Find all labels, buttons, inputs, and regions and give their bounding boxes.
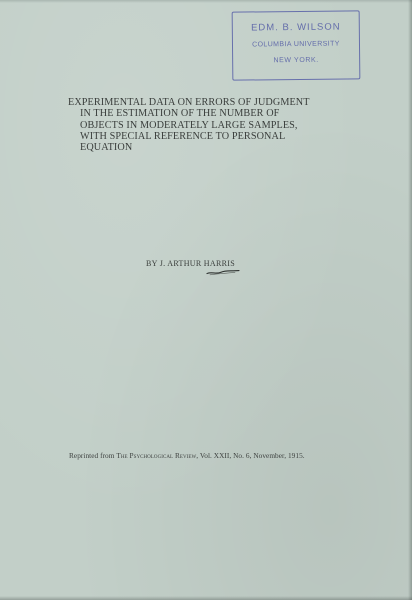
paper-edge-bottom: [0, 596, 412, 600]
reprint-notice: [69, 451, 305, 460]
reprint-citation: , Vol. XXII, No. 6, November, 1915.: [196, 451, 305, 460]
paper-edge-right: [408, 0, 412, 600]
document-title: [68, 97, 328, 153]
author-byline: BY J. ARTHUR HARRIS: [146, 259, 235, 268]
title-line: OBJECTS IN MODERATELY LARGE SAMPLES,: [80, 119, 298, 131]
title-line: IN THE ESTIMATION OF THE NUMBER OF: [80, 108, 280, 120]
paper-edge-top: [0, 0, 412, 3]
handwritten-underline-mark: [206, 268, 240, 276]
stamp-owner-name: EDM. B. WILSON: [251, 21, 341, 34]
journal-name: The Psychological Review: [116, 451, 197, 460]
library-stamp: [232, 10, 361, 80]
title-line: WITH SPECIAL REFERENCE TO PERSONAL: [80, 130, 286, 142]
title-line: EQUATION: [80, 142, 133, 154]
stamp-institution: COLUMBIA UNIVERSITY: [252, 40, 340, 49]
reprint-prefix: Reprinted from: [69, 451, 117, 460]
title-line: EXPERIMENTAL DATA ON ERRORS OF JUDGMENT: [68, 97, 310, 108]
stamp-city: NEW YORK.: [273, 56, 319, 65]
